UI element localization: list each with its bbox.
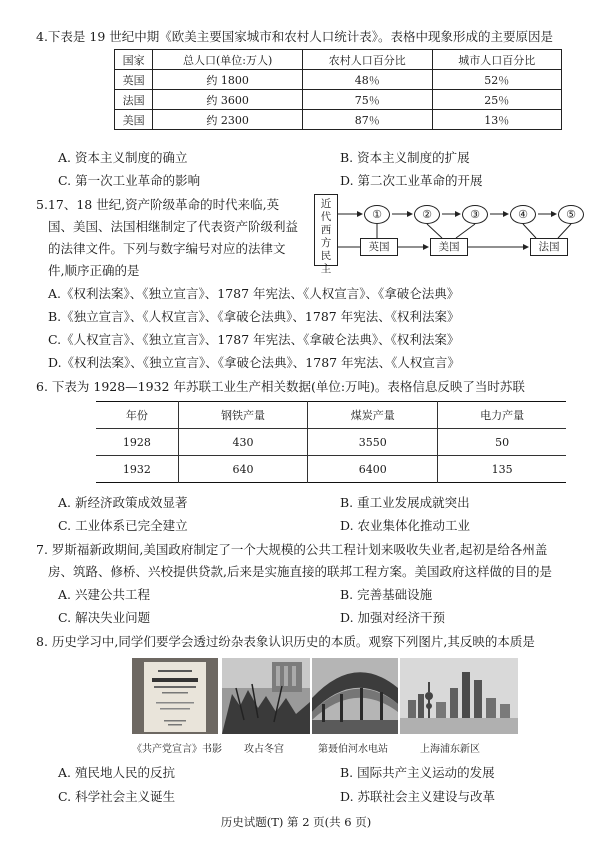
q4-option-c: C. 第一次工业革命的影响 [58,173,201,188]
q8-option-c: C. 科学社会主义诞生 [58,789,176,804]
q7-stem-line: 房、筑路、修桥、兴校提供贷款,后来是实施直接的联邦工程方案。美国政府这样做的目的是 [48,564,552,579]
caption-dnieper: 第聂伯河水电站 [318,744,388,755]
diagram-node-4: ④ [510,205,536,224]
q6-option-d: D. 农业集体化推动工业 [340,518,471,533]
table-cell: 50 [438,429,566,456]
diagram-country-uk: 英国 [360,238,398,256]
q8-stem: 8. 历史学习中,同学们要学会透过纷杂表象认识历史的本质。观察下列图片,其反映的本质是 [36,634,535,649]
diagram-country-us: 美国 [430,238,468,256]
table-cell: 75％ [303,90,432,110]
q6-option-a: A. 新经济政策成效显著 [58,495,188,510]
caption-winter-palace: 攻占冬宫 [244,744,284,755]
table-header-cell: 总人口(单位:万人) [153,50,303,70]
q6-option-c: C. 工业体系已完全建立 [58,518,188,533]
table-cell: 135 [438,456,566,483]
table-header-cell: 国家 [115,50,153,70]
q5-stem-line: 的法律文件。下列与数字编号对应的法律文 [48,241,286,256]
q4-option-a: A. 资本主义制度的确立 [58,150,188,165]
pudong-image [400,658,518,734]
q5-option-d: D.《权利法案》、《独立宣言》、《拿破仑法典》、1787 年宪法、《人权宣言》 [48,355,460,370]
q5-option-b: B.《独立宣言》、《人权宣言》、《拿破仑法典》、1787 年宪法、《权利法案》 [48,309,460,324]
table-cell: 法国 [115,90,153,110]
democracy-diagram [314,194,584,275]
q6-stem: 6. 下表为 1928—1932 年苏联工业生产相关数据(单位:万吨)。表格信息反映了当时苏联 [36,379,525,394]
diagram-side-label: 近代西方民主 [314,194,338,266]
table-cell: 25％ [432,90,561,110]
q4-population-table [114,49,562,130]
table-header-cell: 煤炭产量 [308,402,438,429]
table-cell: 13％ [432,110,561,130]
diagram-connectors [314,194,584,270]
table-header-row [115,50,562,70]
table-cell: 美国 [115,110,153,130]
table-cell: 1928 [96,429,178,456]
table-header-cell: 年份 [96,402,178,429]
q5-stem-line: 5.17、18 世纪,资产阶级革命的时代来临,英 [36,197,280,212]
q7-stem-line: 7. 罗斯福新政期间,美国政府制定了一个大规模的公共工程计划来吸收失业者,起初是给各州盖 [36,542,548,557]
table-cell: 约 2300 [153,110,303,130]
table-cell: 约 3600 [153,90,303,110]
table-cell: 6400 [308,456,438,483]
table-header-row [96,402,566,429]
q4-option-d: D. 第二次工业革命的开展 [340,173,483,188]
q7-option-c: C. 解决失业问题 [58,610,151,625]
table-header-cell: 钢铁产量 [178,402,308,429]
table-cell: 英国 [115,70,153,90]
q7-option-a: A. 兴建公共工程 [58,587,150,602]
table-row [115,70,562,90]
pudong-photo [400,658,518,734]
table-cell: 87％ [303,110,432,130]
q7-option-b: B. 完善基础设施 [340,587,433,602]
caption-manifesto: 《共产党宣言》书影 [132,744,222,755]
table-cell: 640 [178,456,308,483]
winter-palace-photo [222,658,310,734]
manifesto-cover-photo [132,658,218,734]
table-row [115,90,562,110]
diagram-node-5: ⑤ [558,205,584,224]
q4-option-b: B. 资本主义制度的扩展 [340,150,470,165]
table-row [96,429,566,456]
diagram-node-1: ① [364,205,390,224]
dnieper-hydro-photo [312,658,398,734]
table-cell: 52％ [432,70,561,90]
q5-stem-line: 国、美国、法国相继制定了代表资产阶级利益 [48,219,299,234]
winter-palace-image [222,658,310,734]
q5-option-a: A.《权利法案》、《独立宣言》、1787 年宪法、《人权宣言》、《拿破仑法典》 [48,286,460,301]
dnieper-hydro-image [312,658,398,734]
table-row [115,110,562,130]
q4-stem: 4.下表是 19 世纪中期《欧美主要国家城市和农村人口统计表》。表格中现象形成的主要原因是 [36,29,554,44]
table-cell: 48％ [303,70,432,90]
q7-option-d: D. 加强对经济干预 [340,610,446,625]
table-cell: 3550 [308,429,438,456]
table-header-cell: 城市人口百分比 [432,50,561,70]
q6-option-b: B. 重工业发展成就突出 [340,495,470,510]
q8-option-d: D. 苏联社会主义建设与改革 [340,789,496,804]
table-header-cell: 电力产量 [438,402,566,429]
q8-option-b: B. 国际共产主义运动的发展 [340,765,495,780]
table-cell: 430 [178,429,308,456]
page-footer: 历史试题(T) 第 2 页(共 6 页) [220,815,372,829]
diagram-country-fr: 法国 [530,238,568,256]
diagram-node-3: ③ [462,205,488,224]
q5-stem-line: 件,顺序正确的是 [48,263,140,278]
q8-option-a: A. 殖民地人民的反抗 [58,765,175,780]
q6-industry-table [96,401,566,483]
table-header-cell: 农村人口百分比 [303,50,432,70]
table-cell: 约 1800 [153,70,303,90]
table-cell: 1932 [122,462,151,476]
table-row [96,456,566,483]
diagram-node-2: ② [414,205,440,224]
manifesto-cover-image [132,658,218,734]
caption-pudong: 上海浦东新区 [420,744,480,755]
q5-option-c: C.《人权宣言》、《独立宣言》、1787 年宪法、《拿破仑法典》、《权利法案》 [48,332,460,347]
